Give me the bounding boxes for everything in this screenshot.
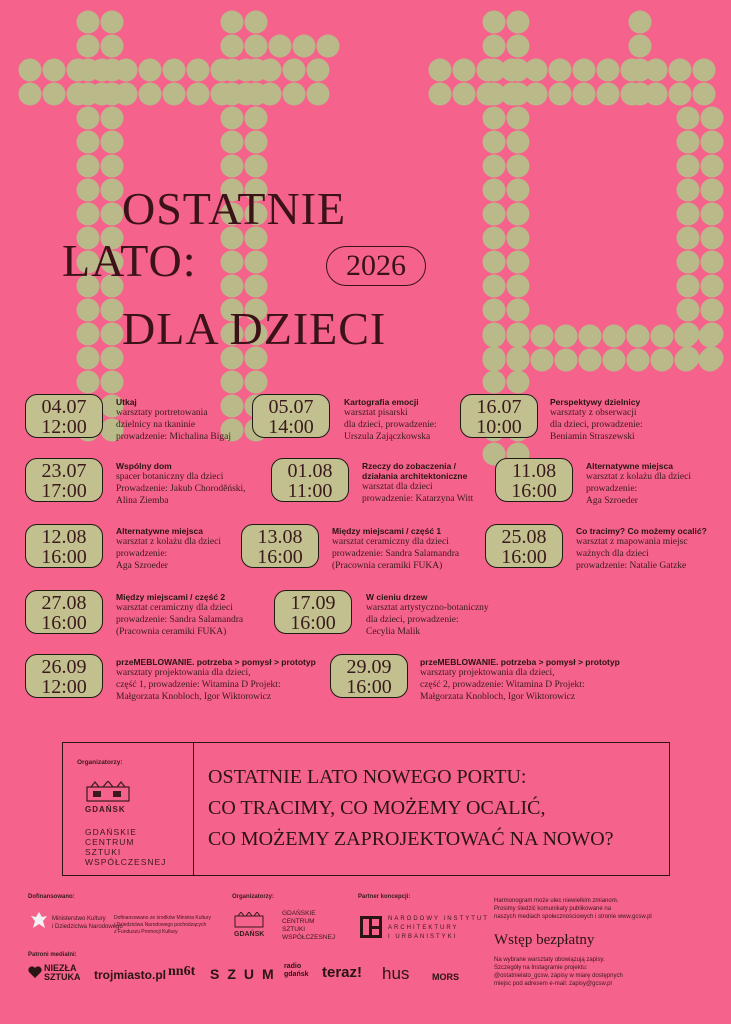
pattern-dot bbox=[477, 59, 500, 82]
pattern-dot bbox=[507, 11, 530, 34]
event-title: Alternatywne miejsca bbox=[586, 461, 673, 471]
event-title: Rzeczy do zobaczenia / działania architektoniczne bbox=[362, 461, 468, 481]
date-badge: 04.07 12:00 bbox=[25, 394, 103, 438]
pattern-dot bbox=[245, 35, 268, 58]
pattern-dot bbox=[531, 325, 554, 348]
pattern-dot bbox=[101, 155, 124, 178]
pattern-dot bbox=[139, 59, 162, 82]
pattern-dot bbox=[549, 83, 572, 106]
ministry-name: Ministerstwo Kultury i Dziedzictwa Narodowego bbox=[52, 916, 123, 930]
pattern-dot bbox=[507, 203, 530, 226]
pattern-dot bbox=[77, 131, 100, 154]
pattern-dot bbox=[597, 59, 620, 82]
media-logo-radio: radio gdańsk bbox=[284, 963, 309, 978]
title-line-3: DLA DZIECI bbox=[122, 303, 387, 354]
pattern-dot bbox=[221, 59, 244, 82]
pattern-dot bbox=[77, 59, 100, 82]
pattern-dot bbox=[483, 325, 506, 348]
gcsw-logo-text: GDAŃSKIE CENTRUM SZTUKI WSPÓŁCZESNEJ bbox=[85, 827, 167, 867]
pattern-dot bbox=[699, 349, 722, 372]
pattern-dot bbox=[531, 349, 554, 372]
free-entry-label: Wstęp bezpłatny bbox=[494, 932, 595, 948]
pattern-dot bbox=[283, 59, 306, 82]
event-description: warsztat z kolażu dla dzieci prowadzenie: Aga Szroeder bbox=[116, 537, 221, 571]
media-logo-niezla-sztuka: NIEZŁA SZTUKA bbox=[44, 963, 81, 982]
pattern-dot bbox=[507, 299, 530, 322]
media-logo-mors: MORS bbox=[432, 972, 459, 982]
event-description: spacer botaniczny dla dzieci Prowadzenie: Jakub Choroděński, Alina Ziemba bbox=[116, 472, 246, 506]
pattern-dot bbox=[101, 371, 124, 394]
pattern-dot bbox=[101, 59, 124, 82]
pattern-dot bbox=[629, 83, 652, 106]
pattern-dot bbox=[525, 83, 548, 106]
date-badge: 29.09 16:00 bbox=[330, 654, 408, 698]
date-badge: 25.08 16:00 bbox=[485, 524, 563, 568]
pattern-dot bbox=[549, 59, 572, 82]
pattern-dot bbox=[483, 299, 506, 322]
pattern-dot bbox=[77, 371, 100, 394]
ministry-eagle-icon bbox=[30, 910, 48, 932]
pattern-dot bbox=[483, 11, 506, 34]
pattern-dot bbox=[245, 155, 268, 178]
pattern-dot bbox=[555, 349, 578, 372]
pattern-dot bbox=[19, 83, 42, 106]
pattern-dot bbox=[221, 35, 244, 58]
ministry-note: Dofinansowano ze środków Ministra Kultury i Dziedzictwa Narodowego pochodzących z Funduszu Promocji Kultury bbox=[114, 915, 211, 935]
pattern-dot bbox=[221, 107, 244, 130]
nia-name: NARODOWY INSTYTUT ARCHITEKTURY I URBANISTYKI bbox=[388, 916, 489, 940]
pattern-dot bbox=[525, 59, 548, 82]
pattern-dot bbox=[693, 59, 716, 82]
gdansk-logo-text: GDAŃSK bbox=[85, 805, 126, 814]
gcsw-small-logo: GDAŃSKIE CENTRUM SZTUKI WSPÓŁCZESNEJ bbox=[282, 910, 336, 941]
pattern-dot bbox=[507, 325, 530, 348]
pattern-dot bbox=[101, 179, 124, 202]
pattern-dot bbox=[483, 155, 506, 178]
pattern-dot bbox=[507, 35, 530, 58]
pattern-dot bbox=[677, 179, 700, 202]
pattern-dot bbox=[221, 131, 244, 154]
pattern-dot bbox=[627, 349, 650, 372]
pattern-dot bbox=[101, 11, 124, 34]
pattern-dot bbox=[677, 251, 700, 274]
pattern-dot bbox=[101, 83, 124, 106]
pattern-dot bbox=[507, 349, 530, 372]
pattern-dot bbox=[603, 349, 626, 372]
pattern-dot bbox=[187, 83, 210, 106]
pattern-dot bbox=[77, 179, 100, 202]
event-description: warsztat ceramiczny dla dzieci prowadzenie: Sandra Salamandra (Pracownia ceramiki FUKA) bbox=[116, 603, 244, 637]
media-patrons-label: Patroni medialni: bbox=[28, 952, 77, 958]
pattern-dot bbox=[307, 83, 330, 106]
event-title: Alternatywne miejsca bbox=[116, 526, 203, 536]
pattern-dot bbox=[669, 83, 692, 106]
pattern-dot bbox=[77, 35, 100, 58]
event-title: Co tracimy? Co możemy ocalić? bbox=[576, 526, 707, 536]
pattern-dot bbox=[603, 325, 626, 348]
pattern-dot bbox=[677, 155, 700, 178]
pattern-dot bbox=[163, 59, 186, 82]
pattern-dot bbox=[701, 299, 724, 322]
pattern-dot bbox=[699, 325, 722, 348]
pattern-dot bbox=[101, 347, 124, 370]
pattern-dot bbox=[283, 83, 306, 106]
event-description: warsztat z kolażu dla dzieci prowadzenie: Aga Szroeder bbox=[586, 472, 691, 506]
media-logo-hus: hus bbox=[382, 964, 410, 983]
pattern-dot bbox=[507, 275, 530, 298]
pattern-dot bbox=[483, 179, 506, 202]
media-logo-szum: SZUM bbox=[210, 966, 282, 982]
pattern-dot bbox=[483, 371, 506, 394]
date-badge: 12.08 16:00 bbox=[25, 524, 103, 568]
pattern-dot bbox=[669, 59, 692, 82]
schedule-note: Harmonogram może ulec niewielkim zmianom. Prosimy śledzić komunikaty publikowane na naszych mediach społecznościowych i stronie www.gcsw.pl bbox=[494, 898, 652, 920]
event-description: warsztat dla dzieci prowadzenie: Katarzyna Witt bbox=[362, 482, 474, 504]
date-badge: 01.08 11:00 bbox=[271, 458, 349, 502]
registration-note: Na wybrane warsztaty obowiązują zapisy. Szczegóły na Instagramie projektu: @ostatnielato_gcsw, zapisy w miarę dostępnych miejsc pod adresem e-mail: zapisy@gcsw.pl bbox=[494, 957, 623, 987]
date-badge: 16.07 10:00 bbox=[460, 394, 538, 438]
media-logo-trojmiasto: trojmiasto.pl bbox=[94, 968, 167, 982]
event-title: Wspólny dom bbox=[116, 461, 172, 471]
title-line-2: LATO: bbox=[62, 235, 197, 286]
nia-logo-icon bbox=[360, 916, 382, 938]
pattern-dot bbox=[507, 251, 530, 274]
pattern-dot bbox=[77, 155, 100, 178]
pattern-dot bbox=[477, 83, 500, 106]
pattern-dot bbox=[677, 227, 700, 250]
year-badge: 2026 bbox=[326, 246, 426, 286]
title-line-1: OSTATNIE bbox=[122, 183, 347, 234]
pattern-dot bbox=[629, 11, 652, 34]
pattern-dot bbox=[501, 83, 524, 106]
gdansk-small-crest-icon bbox=[234, 912, 264, 928]
date-badge: 26.09 12:00 bbox=[25, 654, 103, 698]
pattern-dot bbox=[221, 371, 244, 394]
pattern-dot bbox=[139, 83, 162, 106]
pattern-dot bbox=[677, 299, 700, 322]
event-title: Między miejscami / część 1 bbox=[332, 526, 442, 536]
pattern-dot bbox=[77, 299, 100, 322]
pattern-dot bbox=[245, 131, 268, 154]
event-description: warsztaty portretowania dzielnicy na tkaninie prowadzenie: Michalina Bigaj bbox=[116, 408, 232, 442]
pattern-dot bbox=[429, 59, 452, 82]
pattern-dot bbox=[651, 325, 674, 348]
event-description: warsztat pisarski dla dzieci, prowadzenie: Urszula Zajączkowska bbox=[344, 408, 437, 442]
pattern-dot bbox=[245, 59, 268, 82]
pattern-dot bbox=[629, 59, 652, 82]
organizers-panel bbox=[63, 743, 194, 875]
pattern-dot bbox=[101, 299, 124, 322]
pattern-dot bbox=[483, 35, 506, 58]
pattern-dot bbox=[701, 251, 724, 274]
event-title: Perspektywy dzielnicy bbox=[550, 397, 641, 407]
pattern-dot bbox=[221, 11, 244, 34]
pattern-dot bbox=[675, 349, 698, 372]
pattern-dot bbox=[483, 349, 506, 372]
event-title: przeMEBLOWANIE. potrzeba > pomysł > prototyp bbox=[420, 657, 620, 667]
pattern-dot bbox=[101, 131, 124, 154]
event-title: Kartografia emocji bbox=[344, 397, 419, 407]
pattern-dot bbox=[307, 59, 330, 82]
pattern-dot bbox=[483, 227, 506, 250]
pattern-dot bbox=[293, 35, 316, 58]
pattern-dot bbox=[429, 83, 452, 106]
pattern-dot bbox=[483, 203, 506, 226]
pattern-dot bbox=[245, 371, 268, 394]
pattern-dot bbox=[101, 323, 124, 346]
pattern-dot bbox=[675, 325, 698, 348]
event-description: warsztaty z obserwacji dla dzieci, prowadzenie: Beniamin Straszewski bbox=[550, 408, 643, 442]
event-description: warsztat artystyczno-botaniczny dla dzieci, prowadzenie: Cecylia Malik bbox=[366, 603, 489, 637]
partner-label: Partner koncepcji: bbox=[358, 894, 411, 900]
pattern-dot bbox=[221, 251, 244, 274]
pattern-dot bbox=[507, 371, 530, 394]
pattern-dot bbox=[507, 227, 530, 250]
event-title: W cieniu drzew bbox=[366, 592, 428, 602]
pattern-dot bbox=[317, 35, 340, 58]
pattern-dot bbox=[101, 107, 124, 130]
event-description: warsztaty projektowania dla dzieci, część 1, prowadzenie: Witamina D Projekt: Małgorzata Knobloch, Igor Wiktorowicz bbox=[116, 668, 281, 702]
pattern-dot bbox=[701, 131, 724, 154]
pattern-dot bbox=[77, 323, 100, 346]
pattern-dot bbox=[163, 83, 186, 106]
pattern-dot bbox=[627, 325, 650, 348]
date-badge: 05.07 14:00 bbox=[252, 394, 330, 438]
pattern-dot bbox=[77, 107, 100, 130]
pattern-dot bbox=[693, 83, 716, 106]
date-badge: 13.08 16:00 bbox=[241, 524, 319, 568]
gdansk-crest-icon bbox=[85, 781, 131, 803]
pattern-dot bbox=[77, 347, 100, 370]
pattern-dot bbox=[501, 59, 524, 82]
pattern-dot bbox=[77, 83, 100, 106]
gdansk-small-logo: GDAŃSK bbox=[234, 931, 265, 938]
pattern-dot bbox=[677, 131, 700, 154]
pattern-dot bbox=[701, 203, 724, 226]
pattern-dot bbox=[507, 107, 530, 130]
date-badge: 27.08 16:00 bbox=[25, 590, 103, 634]
pattern-dot bbox=[77, 11, 100, 34]
media-logo-nn6t: nn6t bbox=[168, 964, 196, 979]
pattern-dot bbox=[43, 83, 66, 106]
pattern-dot bbox=[245, 251, 268, 274]
pattern-dot bbox=[677, 107, 700, 130]
pattern-dot bbox=[507, 155, 530, 178]
event-title: przeMEBLOWANIE. potrzeba > pomysł > prototyp bbox=[116, 657, 316, 667]
pattern-dot bbox=[221, 155, 244, 178]
pattern-dot bbox=[483, 131, 506, 154]
pattern-dot bbox=[269, 35, 292, 58]
slogan: OSTATNIE LATO NOWEGO PORTU: CO TRACIMY, CO MOŻEMY OCALIĆ, CO MOŻEMY ZAPROJEKTOWAĆ NA NOWO? bbox=[208, 766, 614, 850]
pattern-dot bbox=[701, 107, 724, 130]
pattern-dot bbox=[555, 325, 578, 348]
dofinansowano-label: Dofinansowano: bbox=[28, 894, 75, 900]
pattern-dot bbox=[573, 83, 596, 106]
pattern-dot bbox=[221, 275, 244, 298]
pattern-dot bbox=[651, 349, 674, 372]
organizatorzy-footer-label: Organizatorzy: bbox=[232, 894, 275, 900]
pattern-dot bbox=[677, 275, 700, 298]
pattern-dot bbox=[77, 203, 100, 226]
event-title: Między miejscami / część 2 bbox=[116, 592, 226, 602]
pattern-dot bbox=[701, 227, 724, 250]
event-description: warsztat ceramiczny dla dzieci prowadzenie: Sandra Salamandra (Pracownia ceramiki FUKA) bbox=[332, 537, 460, 571]
pattern-dot bbox=[245, 107, 268, 130]
media-logo-teraz: teraz! bbox=[322, 964, 363, 981]
pattern-dot bbox=[101, 203, 124, 226]
event-description: warsztat z mapowania miejsc ważnych dla dzieci prowadzenie: Natalie Gatzke bbox=[576, 537, 688, 571]
pattern-dot bbox=[245, 11, 268, 34]
pattern-dot bbox=[507, 179, 530, 202]
pattern-dot bbox=[573, 59, 596, 82]
pattern-dot bbox=[677, 203, 700, 226]
heart-icon bbox=[28, 966, 42, 979]
pattern-dot bbox=[701, 275, 724, 298]
event-title: Utkaj bbox=[116, 397, 137, 407]
pattern-dot bbox=[187, 59, 210, 82]
pattern-dot bbox=[453, 59, 476, 82]
pattern-dot bbox=[245, 275, 268, 298]
pattern-dot bbox=[101, 35, 124, 58]
pattern-dot bbox=[579, 349, 602, 372]
pattern-dot bbox=[483, 251, 506, 274]
pattern-dot bbox=[597, 83, 620, 106]
pattern-dot bbox=[629, 35, 652, 58]
pattern-dot bbox=[701, 155, 724, 178]
pattern-dot bbox=[453, 83, 476, 106]
date-badge: 17.09 16:00 bbox=[274, 590, 352, 634]
pattern-dot bbox=[43, 59, 66, 82]
date-badge: 11.08 16:00 bbox=[495, 458, 573, 502]
pattern-dot bbox=[19, 59, 42, 82]
pattern-dot bbox=[507, 131, 530, 154]
event-description: warsztaty projektowania dla dzieci, część 2, prowadzenie: Witamina D Projekt: Małgorzata Knobloch, Igor Wiktorowicz bbox=[420, 668, 585, 702]
pattern-dot bbox=[245, 83, 268, 106]
pattern-dot bbox=[221, 83, 244, 106]
pattern-dot bbox=[579, 325, 602, 348]
pattern-dot bbox=[483, 107, 506, 130]
pattern-dot bbox=[701, 179, 724, 202]
pattern-dot bbox=[483, 275, 506, 298]
organizers-label: Organizatorzy: bbox=[77, 759, 123, 766]
date-badge: 23.07 17:00 bbox=[25, 458, 103, 502]
